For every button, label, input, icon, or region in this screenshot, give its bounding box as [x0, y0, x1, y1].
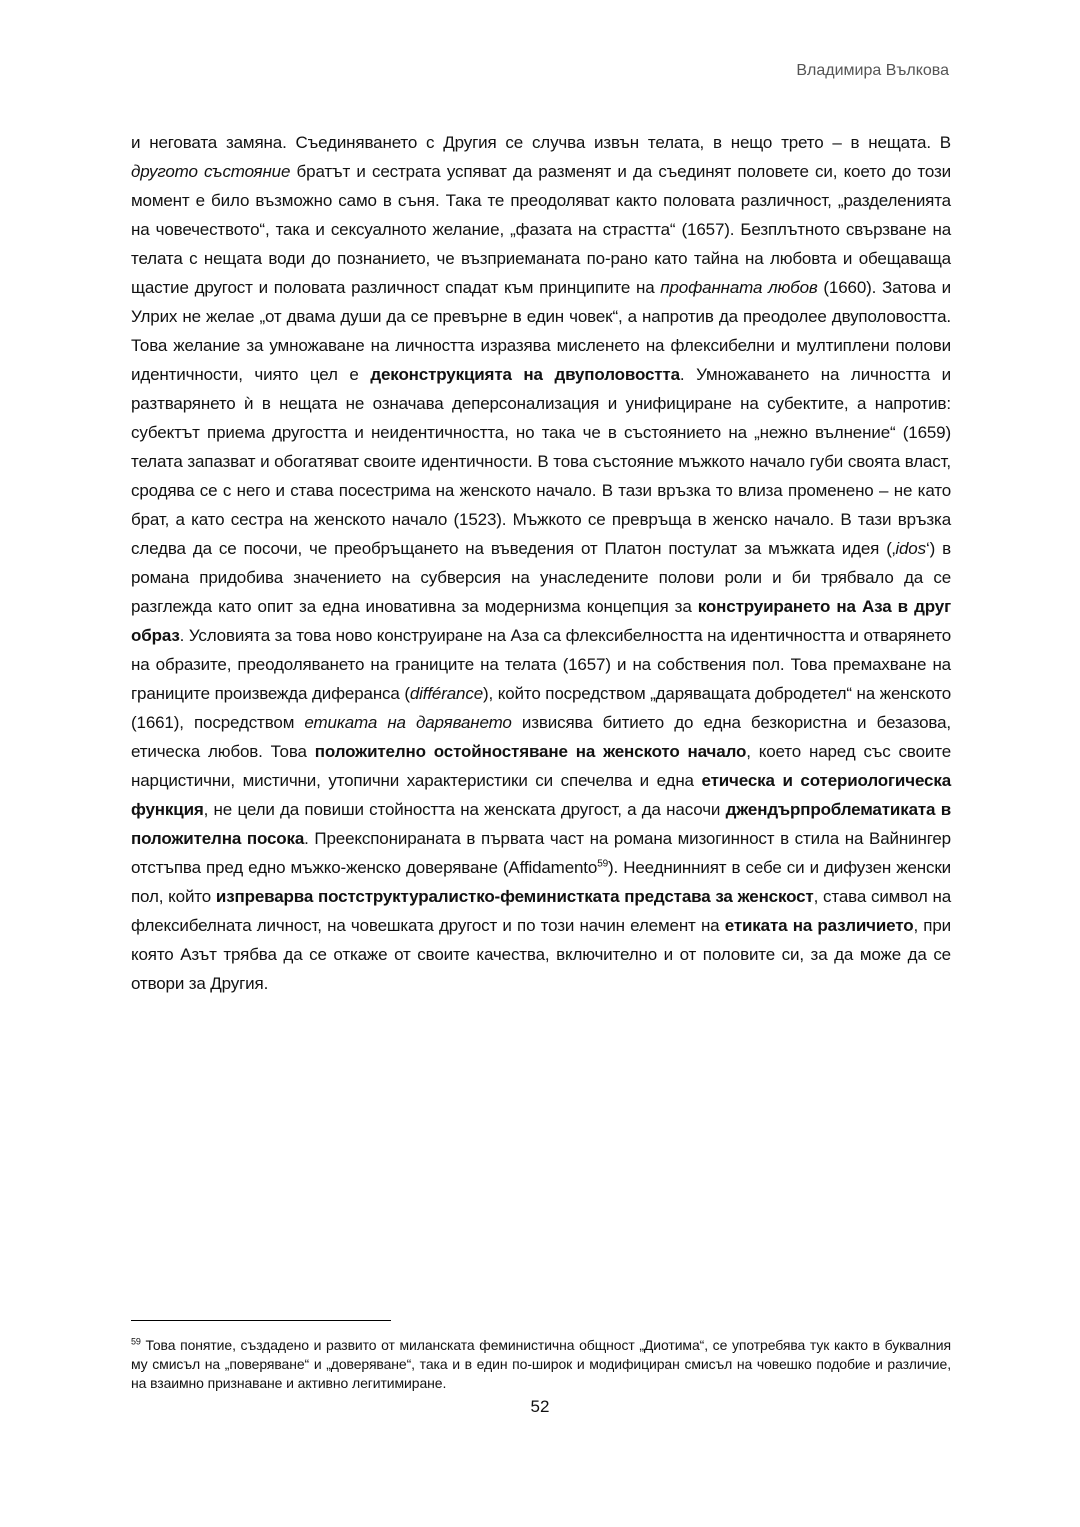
running-header-author: Владимира Вълкова	[796, 62, 949, 79]
text-run: ‘) в романа придобива значението на субверсия на унаследените полови роли и би трябвало да се разглежда като опит за една иновативна за модернизма концепция за	[131, 539, 951, 616]
bold-phrase: деконструкцията на двуполовостта	[370, 365, 680, 384]
text-run: (1660). Затова и Улрих не желае „от двама души да се превърне в един човек“, а напротив да преодолее двуполовостта. Това желание за умножаване на личността изразява мисленето на флексибелни и мултиплени полови идентичности, чиято цел е	[131, 278, 951, 384]
footnote-marker: 59	[131, 1336, 141, 1347]
text-run: братът и сестрата успяват да разменят и да съединят половете си, което до този момент е било възможно само в съня. Така те преодоляват както половата различност, „разделенията на човечеството“, така и сексуалното желание, „фазата на страстта“ (1657). Безплътното свързване на телата с нещата води до познанието, че възприеманата по-рано като тайна на любовта и обещаваща щастие другост и половата различност спадат към принципите на	[131, 162, 951, 297]
text-run: . Условията за това ново конструиране на Аза са флексибелността на идентичността и отварянето на образите, преодоляването на границите на телата (1657) и на собствения пол. Това премахване на границите произвежда диферанса (	[131, 626, 951, 703]
italic-phrase: профанната любов	[660, 278, 818, 297]
bold-phrase: изпреварва постструктуралистко-феминистката представа за женскост	[215, 887, 814, 906]
main-text-paragraph	[131, 128, 951, 998]
italic-phrase: етиката на даряването	[304, 713, 512, 732]
italic-phrase: другото състояние	[131, 162, 291, 181]
bold-phrase: етиката на различието	[724, 916, 914, 935]
footnote-text: Това понятие, създадено и развито от миланската феминистична общност „Диотима“, се употребява тук както в буквалния му смисъл на „поверяване“ и „доверяване“, така и в един по-широк и модифициран смисъл на човешко подобие и различие, на взаимно признаване и активно легитимиране.	[131, 1337, 951, 1391]
bold-phrase: етическа и сотериологическа функция	[131, 771, 951, 819]
page-number: 52	[530, 1397, 550, 1416]
text-run: и неговата замяна. Съединяването с Другия се случва извън телата, в нещо трето – в нещата. В	[131, 133, 951, 152]
text-run: ). Нееднинният в себе си и дифузен женски пол, който	[131, 858, 951, 906]
text-run: , при която Азът трябва да се откаже от своите качества, включително и от половите си, за да може да се отвори за Другия.	[131, 916, 951, 993]
bold-phrase: положително остойностяване на женското начало	[314, 742, 747, 761]
bold-phrase: джендърпроблематиката в положителна посока	[131, 800, 951, 848]
text-run: , не цели да повиши стойността на женската другост, а да насочи	[203, 800, 726, 819]
text-run: . Преекспонираната в първата част на романа мизогинност в стила на Вайнингер отстъпва пред едно мъжко-женско доверяване (Affidamento	[131, 829, 951, 877]
italic-phrase: idos	[895, 539, 926, 558]
text-run: , което наред със своите нарцистични, мистични, утопични характеристики си спечелва и една	[131, 742, 951, 790]
text-run: . Умножаването на личността и разтварянето ѝ в нещата не означава деперсонализация и унифициране на субектите, а напротив: субектът приема другостта и неидентичността, но така че в състоянието на „нежно вълнение“ (1659) телата запазват и обогатяват своите идентичности. В това състояние мъжкото начало губи своята власт, сродява се с него и става посестрима на женското начало. В тази връзка то влиза променено – не като брат, а като сестра на женското начало (1523). Мъжкото се превръща в женско начало. В тази връзка следва да се посочи, че преобръщането на въведения от Платон постулат за мъжката идея (‚	[131, 365, 951, 558]
footnote-reference: 59	[597, 858, 609, 870]
text-run: , става символ на флексибелната личност, на човешката другост и по този начин елемент на	[131, 887, 951, 935]
italic-phrase: différance	[409, 684, 484, 703]
footnote-separator	[131, 1320, 391, 1321]
bold-phrase: конструирането на Аза в друг образ	[131, 597, 951, 645]
text-run: извисява битието до една безкористна и безазова, етическа любов. Това	[131, 713, 951, 761]
text-run: ), който посредством „даряващата добродетел“ на женското (1661), посредством	[131, 684, 951, 732]
footnote	[131, 1336, 951, 1393]
